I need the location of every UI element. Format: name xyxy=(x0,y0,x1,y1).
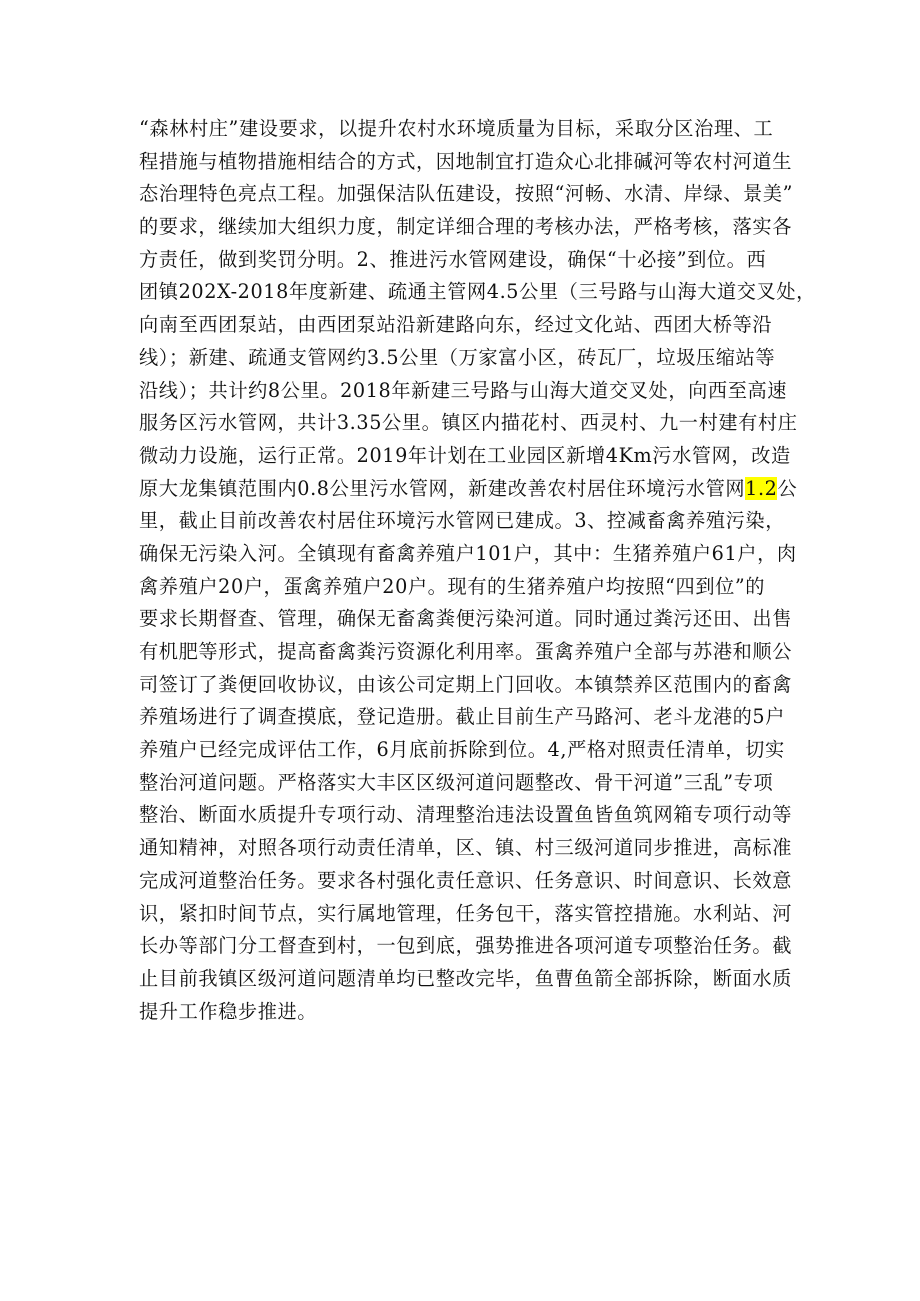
text-line-5: 方责任，做到奖罚分明。2、推进污水管网建设，确保“十必接”到位。西 xyxy=(139,247,767,271)
text-line-26: 长办等部门分工督查到村，一包到底，强势推进各项河道专项整治任务。截 xyxy=(139,934,792,958)
text-line-7: 向南至西团泵站，由西团泵站沿新建路向东，经过文化站、西团大桥等沿 xyxy=(139,313,773,337)
text-line-24: 完成河道整治任务。要求各村强化责任意识、任务意识、时间意识、长效意 xyxy=(139,868,792,892)
text-line-3: 态治理特色亮点工程。加强保洁队伍建设，按照“河畅、水清、岸绿、景美” xyxy=(139,182,794,206)
text-line-28: 提升工作稳步推进。 xyxy=(139,999,318,1023)
text-line-22: 整治、断面水质提升专项行动、清理整治违法设置鱼皆鱼筑网箱专项行动等 xyxy=(139,803,792,827)
text-line-11: 微动力设施，运行正常。2019年计划在工业园区新增4Km污水管网，改造 xyxy=(139,443,791,467)
body-paragraph xyxy=(139,113,816,1028)
text-line-25: 识，紧扣时间节点，实行属地管理，任务包干，落实管控措施。水利站、河 xyxy=(139,901,792,925)
text-line-20: 养殖户已经完成评估工作，6月底前拆除到位。4,严格对照责任清单，切实 xyxy=(139,738,785,762)
text-line-18: 司签订了粪便回收协议，由该公司定期上门回收。本镇禁养区范围内的畜禽 xyxy=(139,672,792,696)
text-line-13: 里，截止目前改善农村居住环境污水管网已建成。3、控减畜禽养殖污染， xyxy=(139,509,786,533)
text-segment: 原大龙集镇范围内0.8公里污水管网，新建改善农村居住环境污水管网 xyxy=(139,476,746,500)
text-line-10: 服务区污水管网，共计3.35公里。镇区内描花村、西灵村、九一村建有村庄 xyxy=(139,411,798,435)
text-line-17: 有机肥等形式，提高畜禽粪污资源化利用率。蛋禽养殖户全部与苏港和顺公 xyxy=(139,640,792,663)
text-line-16: 要求长期督查、管理，确保无畜禽粪便污染河道。同时通过粪污还田、出售 xyxy=(139,607,792,631)
text-line-27: 止目前我镇区级河道问题清单均已整改完毕，鱼曹鱼箭全部拆除，断面水质 xyxy=(139,966,792,990)
text-line-6: 团镇202X-2018年度新建、疏通主管网4.5公里（三号路与山海大道交叉处， xyxy=(139,280,816,304)
text-line-15: 禽养殖户20户，蛋禽养殖户20户。现有的生猪养殖户均按照“四到位”的 xyxy=(139,574,766,598)
text-line-23: 通知精神，对照各项行动责任清单，区、镇、村三级河道同步推进，高标准 xyxy=(139,836,792,860)
text-line-8: 线）；新建、疏通支管网约3.5公里（万家富小区，砖瓦厂，垃圾压缩站等 xyxy=(139,345,776,369)
text-segment: 公 xyxy=(777,476,798,500)
text-line-14: 确保无污染入河。全镇现有畜禽养殖户101户，其中：生猪养殖户61户，肉 xyxy=(139,541,797,565)
text-line-1: “森林村庄”建设要求，以提升农村水环境质量为目标，采取分区治理、工 xyxy=(139,117,774,140)
text-line-9: 沿线）；共计约8公里。2018年新建三号路与山海大道交叉处，向西至高速 xyxy=(139,378,788,402)
text-line-19: 养殖场进行了调查摸底，登记造册。截止目前生产马路河、老斗龙港的5户 xyxy=(139,705,786,729)
text-line-12 xyxy=(139,473,798,506)
text-line-4: 的要求，继续加大组织力度，制定详细合理的考核办法，严格考核，落实各 xyxy=(139,215,792,239)
text-line-21: 整治河道问题。严格落实大丰区区级河道问题整改、骨干河道”三乱”专项 xyxy=(139,770,774,794)
text-line-2: 程措施与植物措施相结合的方式，因地制宜打造众心北排碱河等农村河道生 xyxy=(139,149,792,173)
highlighted-number: 1.2 xyxy=(745,476,778,500)
